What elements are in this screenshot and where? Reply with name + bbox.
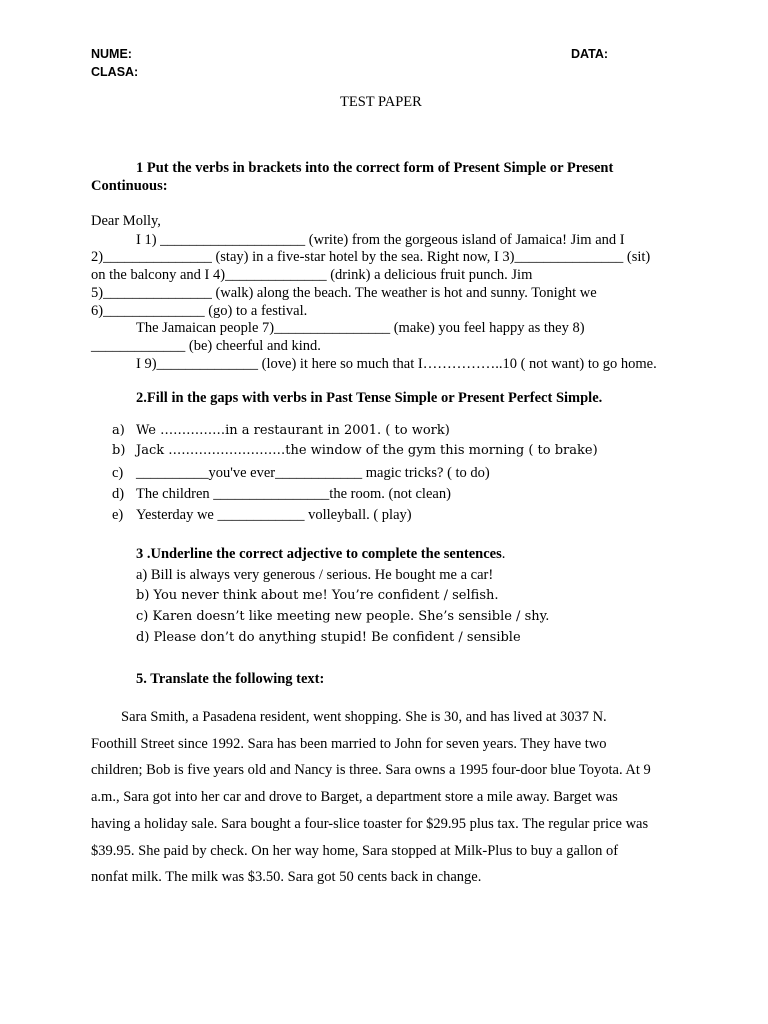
list-text: __________you've ever____________ magic tricks? ( to do) — [136, 465, 490, 481]
letter-line: 5)_______________ (walk) along the beach. The weather is hot and sunny. Tonight we — [91, 285, 597, 301]
list-marker: b) — [112, 443, 126, 458]
list-marker: c) — [112, 465, 124, 481]
letter-line: I 1) ____________________ (write) from the gorgeous island of Jamaica! Jim and I — [136, 232, 625, 248]
ex1-instruction-line1: 1 Put the verbs in brackets into the correct form of Present Simple or Present — [136, 160, 614, 176]
ex3-heading-period: . — [501, 546, 506, 562]
letter-salutation: Dear Molly, — [91, 213, 161, 229]
date-label: DATA: — [571, 47, 609, 61]
letter-line: I 9)______________ (love) it here so much that I……………..10 ( not want) to go home. — [136, 356, 657, 372]
list-marker: a) — [112, 423, 125, 438]
translation-line: having a holiday sale. Sara bought a four-slice toaster for $29.95 plus tax. The regular price was — [91, 816, 649, 832]
translation-line: children; Bob is five years old and Nancy is three. Sara owns a 1995 four-door blue Toyota. At 9 — [91, 762, 651, 778]
ex3-heading-text: 3 .Underline the correct adjective to complete the sentences — [136, 546, 502, 562]
letter-line: 2)_______________ (stay) in a five-star hotel by the sea. Right now, I 3)_______________ (sit) — [91, 249, 651, 265]
letter-line: on the balcony and I 4)______________ (drink) a delicious fruit punch. Jim — [91, 267, 533, 283]
class-label: CLASA: — [91, 65, 139, 79]
ex3-item: d) Please don’t do anything stupid! Be confident / sensible — [136, 630, 521, 645]
list-text: We ……………in a restaurant in 2001. ( to work) — [136, 423, 450, 438]
ex2-heading: 2.Fill in the gaps with verbs in Past Tense Simple or Present Perfect Simple. — [136, 390, 603, 406]
page-title: TEST PAPER — [340, 94, 422, 110]
list-text: The children ________________the room. (not clean) — [136, 486, 451, 502]
ex1-instruction-line2: Continuous: — [91, 178, 168, 194]
ex3-item: c) Karen doesn’t like meeting new people. She’s sensible / shy. — [136, 609, 550, 624]
list-text: Yesterday we ____________ volleyball. ( play) — [136, 507, 412, 523]
list-marker: e) — [112, 507, 124, 523]
translation-line: Sara Smith, a Pasadena resident, went shopping. She is 30, and has lived at 3037 N. — [121, 709, 607, 725]
ex5-heading: 5. Translate the following text: — [136, 671, 325, 687]
translation-line: nonfat milk. The milk was $3.50. Sara got 50 cents back in change. — [91, 869, 482, 885]
translation-line: a.m., Sara got into her car and drove to Barget, a department store a mile away. Barget was — [91, 789, 618, 805]
ex3-item: b) You never think about me! You’re confident / selfish. — [136, 588, 499, 603]
letter-line: 6)______________ (go) to a festival. — [91, 303, 308, 319]
letter-line: The Jamaican people 7)________________ (make) you feel happy as they 8) — [136, 320, 585, 336]
letter-line: _____________ (be) cheerful and kind. — [91, 338, 321, 354]
list-marker: d) — [112, 486, 125, 502]
list-text: Jack ………………………the window of the gym this morning ( to brake) — [136, 443, 598, 458]
name-label: NUME: — [91, 47, 132, 61]
ex3-item: a) Bill is always very generous / serious. He bought me a car! — [136, 567, 494, 583]
ex3-heading — [136, 546, 505, 563]
translation-line: Foothill Street since 1992. Sara has been married to John for seven years. They have two — [91, 736, 607, 752]
translation-line: $39.95. She paid by check. On her way home, Sara stopped at Milk-Plus to buy a gallon of — [91, 843, 619, 859]
